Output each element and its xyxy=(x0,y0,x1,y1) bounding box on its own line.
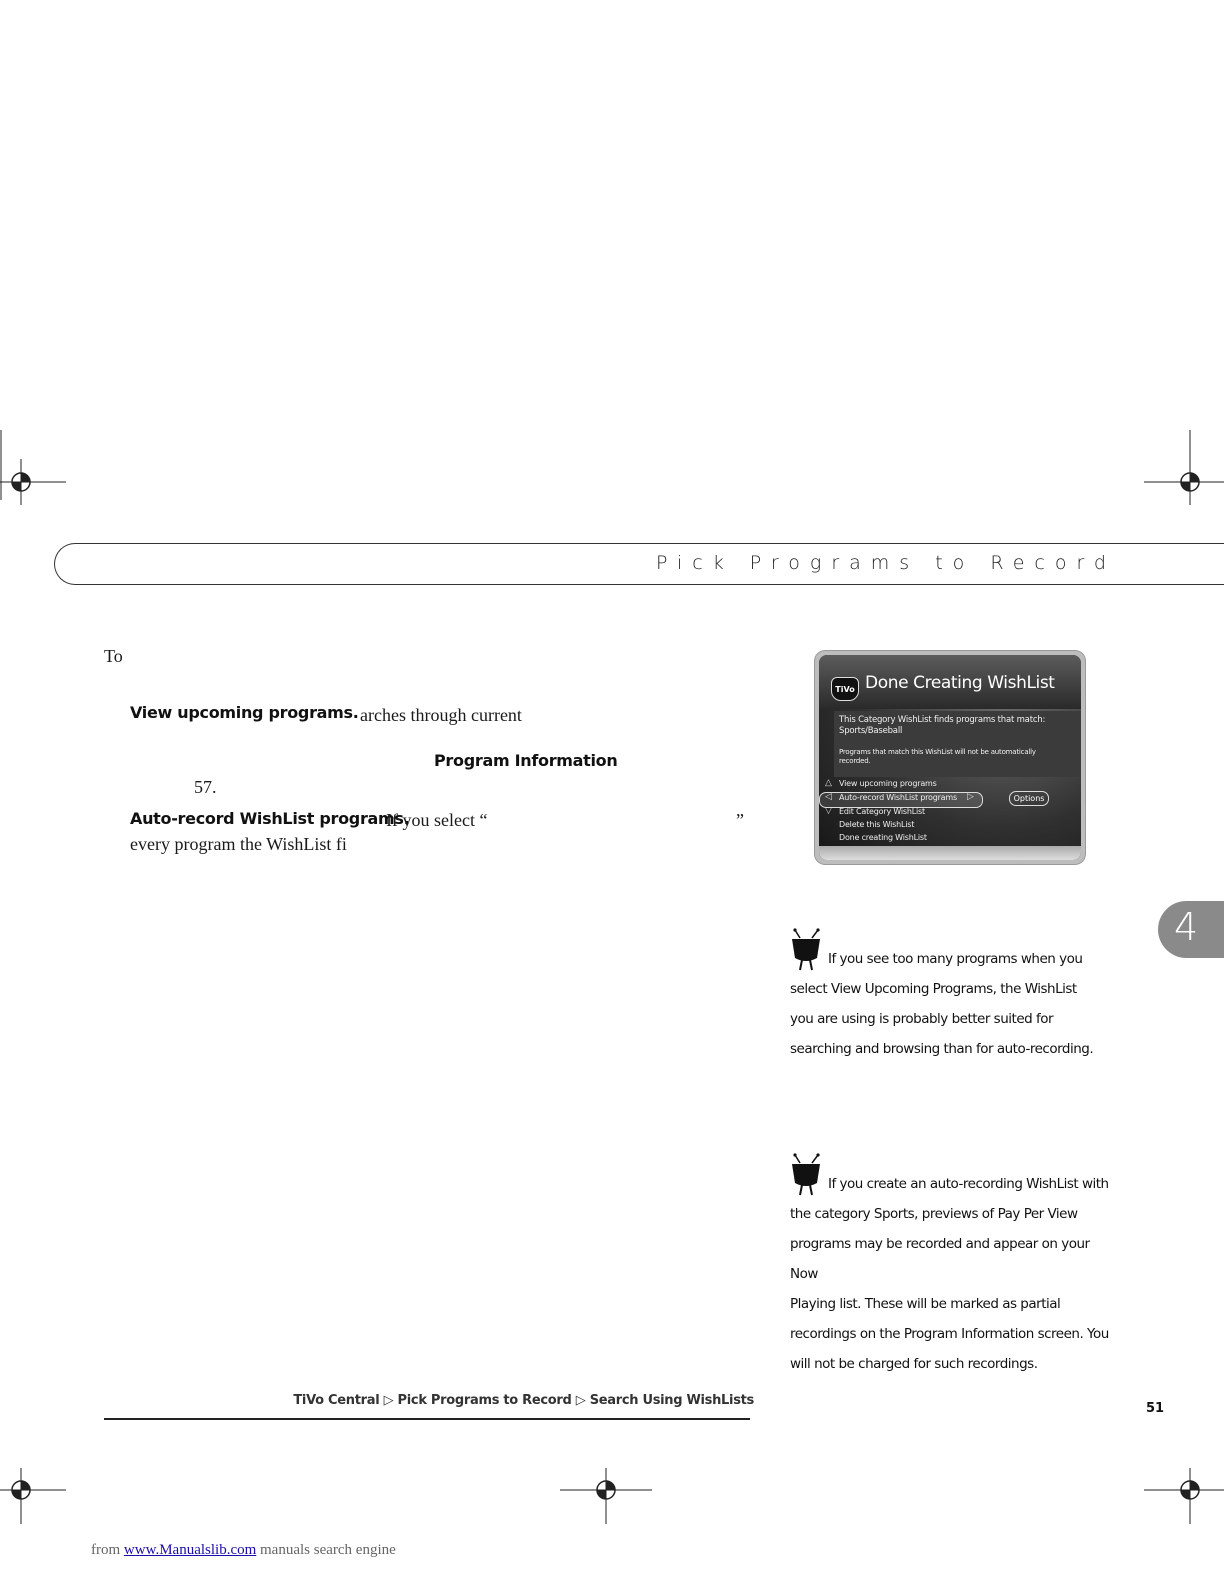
tip-line: you are using is probably better suited for xyxy=(790,1011,1054,1027)
breadcrumb-item: Pick Programs to Record xyxy=(397,1393,572,1408)
breadcrumb-item: Search Using WishLists xyxy=(589,1393,754,1408)
source-prefix: from xyxy=(91,1542,121,1558)
manualslib-link[interactable]: www.Manualslib.com xyxy=(123,1542,257,1558)
term-view-upcoming: View upcoming programs. xyxy=(130,703,359,722)
text-view-upcoming: arches through current xyxy=(360,705,522,725)
tip-line: will not be charged for such recordings. xyxy=(790,1356,1038,1372)
tip-line: recordings on the Program Information screen. You xyxy=(790,1326,1109,1342)
tip-sports-pay-per-view xyxy=(790,1169,1120,1379)
footer-breadcrumb xyxy=(293,1393,754,1408)
tip-line: If you see too many programs when you xyxy=(828,951,1083,967)
auto-record-note: Programs that match this WishList will not be automatically recorded. xyxy=(839,748,1036,765)
text-auto-record: If you select “ xyxy=(386,810,488,830)
down-arrow-icon: ▽ xyxy=(825,805,832,815)
chapter-number: 4 xyxy=(1174,905,1199,949)
footer-rule xyxy=(104,1418,750,1420)
registration-mark-icon xyxy=(0,459,70,505)
menu-item-done[interactable]: Done creating WishList xyxy=(839,833,927,842)
chevron-right-icon: ▷ xyxy=(575,1393,586,1408)
term-auto-record: Auto-record WishList programs. xyxy=(130,809,410,828)
registration-mark-icon xyxy=(1144,1468,1224,1524)
match-line: This Category WishList finds programs that match: xyxy=(839,715,1046,725)
tip-too-many-programs xyxy=(790,944,1120,1064)
tip-line: searching and browsing than for auto-recording. xyxy=(790,1041,1094,1057)
menu-item-edit-category[interactable]: Edit Category WishList xyxy=(839,807,925,816)
menu-item-view-upcoming[interactable]: View upcoming programs xyxy=(839,779,937,788)
registration-mark-icon xyxy=(0,1468,70,1524)
tivo-screenshot xyxy=(815,651,1085,864)
menu-item-delete[interactable]: Delete this WishList xyxy=(839,820,915,829)
tivo-screen xyxy=(819,655,1081,860)
chevron-right-icon: ▷ xyxy=(383,1393,394,1408)
tip-line: the category Sports, previews of Pay Per View xyxy=(790,1206,1078,1222)
tip-line: programs may be recorded and appear on your Now xyxy=(790,1236,1090,1282)
tivo-logo-icon: TiVo xyxy=(831,677,859,701)
right-arrow-icon: ▷ xyxy=(967,791,974,801)
page-number: 51 xyxy=(1146,1401,1165,1416)
source-suffix: manuals search engine xyxy=(260,1542,396,1558)
crop-line xyxy=(0,430,2,500)
text-close-quote: ” xyxy=(736,810,744,830)
tip-line: If you create an auto-recording WishList with xyxy=(828,1176,1109,1192)
screen-bottom-bar xyxy=(819,846,1081,860)
screen-title: Done Creating WishList xyxy=(865,673,1055,693)
page-header-title: Pick Programs to Record xyxy=(655,552,1116,574)
breadcrumb-item: TiVo Central xyxy=(293,1393,380,1408)
options-button[interactable]: Options xyxy=(1009,791,1049,806)
text-every-program: every program the WishList fi xyxy=(130,834,347,854)
up-arrow-icon: △ xyxy=(825,777,832,787)
match-value: Sports/Baseball xyxy=(839,726,903,736)
menu-item-auto-record[interactable]: Auto-record WishList programs xyxy=(839,793,957,802)
source-line xyxy=(91,1542,396,1559)
intro-text: To xyxy=(104,646,123,666)
tip-line: Playing list. These will be marked as partial xyxy=(790,1296,1061,1312)
tip-line: select View Upcoming Programs, the WishList xyxy=(790,981,1077,997)
chapter-tab xyxy=(1158,901,1224,958)
term-program-information: Program Information xyxy=(434,751,618,770)
registration-mark-icon xyxy=(560,1468,652,1524)
registration-mark-icon xyxy=(1144,459,1224,505)
left-arrow-icon: ◁ xyxy=(825,791,832,801)
crop-line xyxy=(1189,430,1191,470)
text-page-ref: 57. xyxy=(194,777,217,797)
